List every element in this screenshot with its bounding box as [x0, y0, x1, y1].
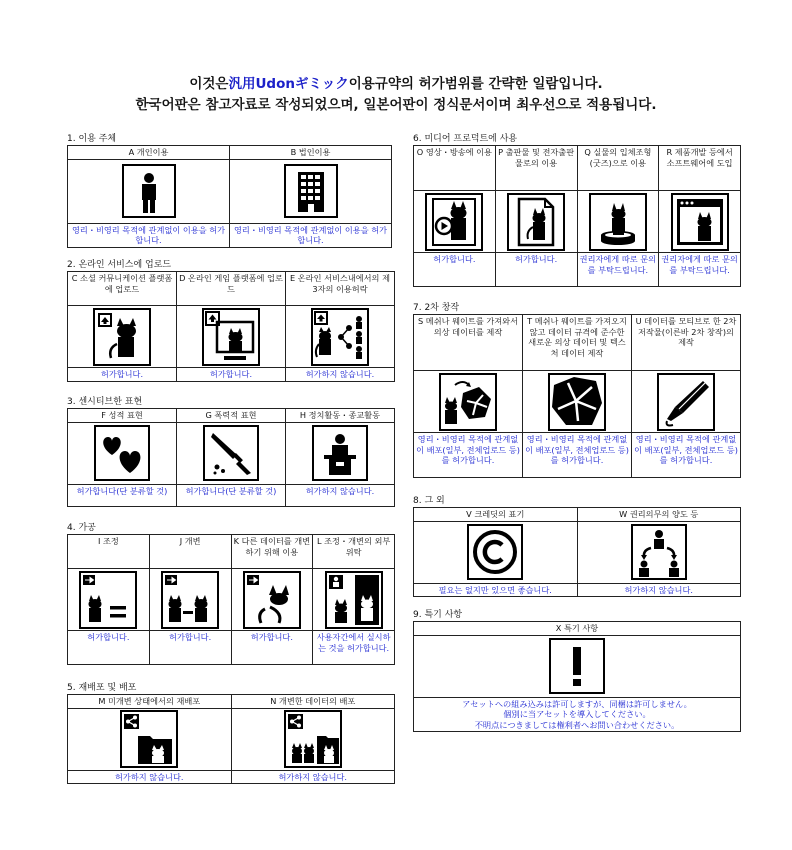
section-others	[413, 496, 741, 597]
cell-label: U 데이터를 모티브로 한 2차 저작물(이른바 2차 창작)의 제작	[632, 315, 741, 371]
share-third-party-icon	[311, 308, 369, 366]
mesh-cloth-icon	[439, 373, 497, 431]
cell-note: 허가합니다.	[231, 631, 313, 665]
figure-icon	[589, 193, 647, 251]
cell-label: D 온라인 게임 플랫폼에 업로드	[177, 272, 286, 306]
cell-note: 허가합니다.	[414, 253, 496, 287]
sensitive-table	[67, 408, 395, 507]
section-title: 9. 특기 사항	[413, 610, 463, 620]
cell-note: 허가하지 않습니다.	[286, 484, 395, 506]
header-highlight: 汎用Udonギミック	[228, 76, 349, 92]
cell-note: 허가합니다(단 분류할 것)	[68, 484, 177, 506]
cell-note: 영리・비영리 목적에 관계없이 배포(일부, 전체업로드 등)를 허가합니다.	[414, 433, 523, 478]
cell-note: 허가합니다(단 분류할 것)	[177, 484, 286, 506]
special-notes-table	[413, 621, 741, 732]
cell-note: 영리・비영리 목적에 관계없이 배포(일부, 전체업로드 등)를 허가합니다.	[632, 433, 741, 478]
cell-label: J 개변	[149, 535, 231, 569]
cell-label: L 조정・개변의 외부위탁	[313, 535, 395, 569]
cell-label: Q 실물의 입체조형(굿즈)으로 이용	[577, 146, 659, 191]
section-processing	[67, 523, 395, 665]
cell-label: H 정치활동・종교활동	[286, 409, 395, 423]
cell-label: A 개인이용	[68, 146, 230, 160]
usage-table	[67, 145, 392, 248]
section-media	[413, 134, 741, 287]
cell-label: P 출판물 및 전자출판물로의 이용	[495, 146, 577, 191]
media-table	[413, 145, 741, 287]
header-pre: 이것은	[189, 76, 229, 92]
others-table	[413, 507, 741, 597]
section-title: 3. 센시티브한 표현	[67, 397, 143, 407]
page-header	[0, 74, 792, 116]
cell-note: 권리자에게 따로 문의를 부탁드립니다.	[659, 253, 741, 287]
section-title: 7. 2차 창작	[413, 303, 460, 313]
cell-note: 허가하지 않습니다.	[68, 770, 232, 784]
knife-icon	[203, 425, 259, 481]
section-title: 2. 온라인 서비스에 업로드	[67, 260, 172, 270]
person-icon	[121, 163, 177, 219]
cell-label: C 소셜 커뮤니케이션 플랫폼에 업로드	[68, 272, 177, 306]
cell-note: 영리・비영리 목적에 관계없이 이용을 허가합니다.	[68, 223, 230, 247]
cell-note: 허가합니다.	[495, 253, 577, 287]
cell-label: K 다른 데이터를 개변하기 위해 이용	[231, 535, 313, 569]
cell-label: I 조정	[68, 535, 150, 569]
cell-label: G 폭력적 표현	[177, 409, 286, 423]
cell-note: 허가합니다.	[68, 368, 177, 382]
exclamation-icon	[549, 638, 605, 694]
cell-label: O 영상・방송에 이용	[414, 146, 496, 191]
note-line: 個別に当アセットを導入してください。	[503, 709, 651, 719]
header-line-2: 한국어판은 참고자료로 작성되었으며, 일본어판이 정식문서이며 최우선으로 적용됩니다.	[135, 97, 657, 113]
upload-table	[67, 271, 395, 382]
upload-monitor-icon	[202, 308, 260, 366]
cell-note: 사용자간에서 실시하는 것을 허가합니다.	[313, 631, 395, 665]
building-icon	[283, 163, 339, 219]
cell-label: E 온라인 서비스내에서의 제 3자의 이용허락	[286, 272, 395, 306]
cell-note: 허가합니다.	[177, 368, 286, 382]
section-special-notes	[413, 610, 741, 732]
header-line-1	[0, 74, 792, 95]
cell-note: 권리자에게 따로 문의를 부탁드립니다.	[577, 253, 659, 287]
note-line: 不明点につきましては権利者へお問い合わせください。	[474, 719, 680, 730]
document-icon	[507, 193, 565, 251]
cell-label: F 성적 표현	[68, 409, 177, 423]
section-distribution	[67, 683, 395, 784]
cell-label: B 법인이용	[230, 146, 392, 160]
cut-use-icon	[243, 571, 301, 629]
cell-label: M 미개변 상태에서의 재배포	[68, 695, 232, 709]
section-title: 6. 미디어 프로덕트에 사용	[413, 134, 518, 144]
software-icon	[671, 193, 729, 251]
distribution-table	[67, 694, 395, 784]
video-icon	[425, 193, 483, 251]
special-note	[414, 697, 741, 732]
cell-note: 허가하지 않습니다.	[231, 770, 395, 784]
cell-label: N 개변한 데이터의 배포	[231, 695, 395, 709]
cell-note: 허가하지 않습니다.	[286, 368, 395, 382]
section-online-upload	[67, 260, 395, 382]
cell-note: 영리・비영리 목적에 관계없이 배포(일부, 전체업로드 등)를 허가합니다.	[523, 433, 632, 478]
section-title: 5. 재배포 및 배포	[67, 683, 137, 693]
upload-avatar-icon	[93, 308, 151, 366]
header-post: 이용규약의 허가범위를 간략한 일람입니다.	[348, 76, 603, 92]
cell-note: 필요는 없지만 있으면 좋습니다.	[414, 583, 578, 597]
note-line: アセットへの組み込みは許可しますが、同梱は許可しません。	[462, 698, 692, 709]
cell-label: V 크레딧의 표기	[414, 508, 578, 522]
transfer-icon	[631, 524, 687, 580]
podium-speaker-icon	[312, 425, 368, 481]
cell-note: 허가합니다.	[68, 631, 150, 665]
section-derivative	[413, 303, 741, 478]
cell-label: X 특기 사항	[414, 622, 741, 636]
cell-label: T 메쉬나 웨이트를 가져오지 않고 데이터 규격에 준수한 새로운 의상 데이터 및 텍스처 데이터 제작	[523, 315, 632, 371]
section-title: 1. 이용 주체	[67, 134, 117, 144]
cell-label: R 제품개발 등에서 소프트웨어에 도입	[659, 146, 741, 191]
cell-note: 영리・비영리 목적에 관계없이 이용을 허가합니다.	[230, 223, 392, 247]
redistribute-icon	[120, 710, 178, 768]
cell-label: S 메쉬나 웨이트를 가져와서 의상 데이터를 제작	[414, 315, 523, 371]
cell-note: 허가하지 않습니다.	[577, 583, 741, 597]
section-usage-subject	[67, 134, 392, 248]
section-title: 4. 가공	[67, 523, 96, 533]
modify-icon	[161, 571, 219, 629]
cell-note: 허가합니다.	[149, 631, 231, 665]
processing-table	[67, 534, 395, 665]
section-title: 8. 그 외	[413, 496, 445, 506]
section-sensitive	[67, 397, 395, 507]
adjust-icon	[79, 571, 137, 629]
hearts-icon	[94, 425, 150, 481]
copyright-icon	[467, 524, 523, 580]
new-cloth-icon	[548, 373, 606, 431]
pen-icon	[657, 373, 715, 431]
cell-label: W 권리의무의 양도 등	[577, 508, 741, 522]
distribute-modified-icon	[284, 710, 342, 768]
outsource-icon	[325, 571, 383, 629]
derivative-table	[413, 314, 741, 478]
